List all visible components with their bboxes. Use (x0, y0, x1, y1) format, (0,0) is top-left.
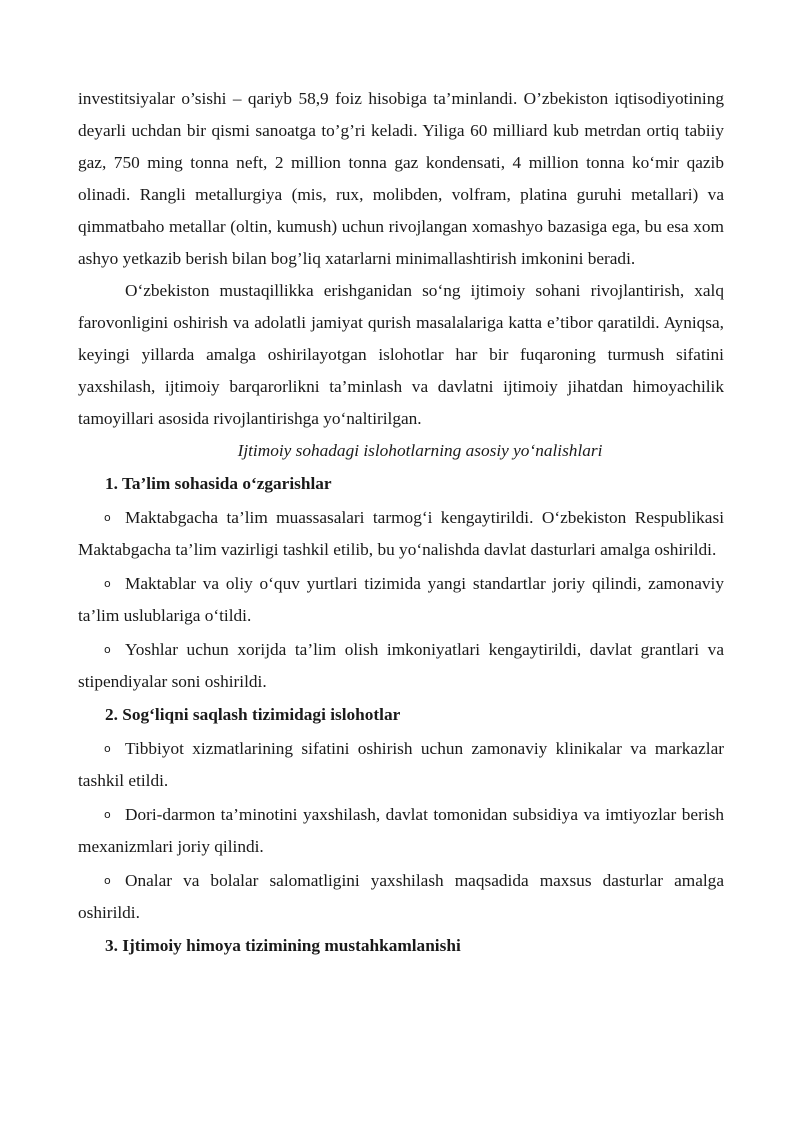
bullet-marker: o (104, 643, 111, 656)
list-item: o Yoshlar uchun xorijda ta’lim olish imkoniyatlari kengaytirildi, davlat grantlari va stipendiyalar soni oshirildi. (78, 634, 724, 698)
bullet-marker: o (104, 742, 111, 755)
bullet-marker: o (104, 808, 111, 821)
heading-social-protection: 3. Ijtimoiy himoya tizimining mustahkamlanishi (105, 936, 461, 955)
section-caption: Ijtimoiy sohadagi islohotlarning asosiy yo‘nalishlari (237, 441, 603, 460)
paragraph-industry: investitsiyalar o’sishi – qariyb 58,9 foiz hisobiga ta’minlandi. O’zbekiston iqtisodiyotining deyarli uchdan bir qismi sanoatga to’g’ri keladi. Yiliga 60 milliard kub metrdan ortiq tabiiy gaz, 750 ming tonna neft, 2 million tonna gaz kondensati, 4 million tonna ko‘mir qazib olinadi. Rangli metallurgiya (mis, rux, molibden, volfram, platina guruhi metallari) va qimmatbaho metallar (oltin, kumush) uchun rivojlangan xomashyo bazasiga ega, bu esa xom ashyo yetkazib berish bilan bog’liq xatarlarni minimallashtirish imkonini beradi. (78, 89, 724, 268)
list-item: o Maktablar va oliy o‘quv yurtlari tizimida yangi standartlar joriy qilindi, zamonaviy ta’lim uslublariga o‘tildi. (78, 568, 724, 632)
list-item: o Maktabgacha ta’lim muassasalari tarmog‘i kengaytirildi. O‘zbekiston Respublikasi Maktabgacha ta’lim vazirligi tashkil etilib, bu yo‘nalishda davlat dasturlari amalga oshirildi. (78, 502, 724, 566)
list-item: o Dori-darmon ta’minotini yaxshilash, davlat tomonidan subsidiya va imtiyozlar berish mexanizmlari joriy qilindi. (78, 799, 724, 863)
heading-healthcare: 2. Sog‘liqni saqlash tizimidagi islohotlar (105, 705, 401, 724)
bullet-marker: o (104, 577, 111, 590)
list-item: o Tibbiyot xizmatlarining sifatini oshirish uchun zamonaviy klinikalar va markazlar tashkil etildi. (78, 733, 724, 797)
heading-education: 1. Ta’lim sohasida o‘zgarishlar (105, 474, 332, 493)
paragraph-social-policy: O‘zbekiston mustaqillikka erishganidan so‘ng ijtimoiy sohani rivojlantirish, xalq farovonligini oshirish va adolatli jamiyat qurish masalalariga katta e’tibor qaratildi. Ayniqsa, keyingi yillarda amalga oshirilayotgan islohotlar har bir fuqaroning turmush sifatini yaxshilash, ijtimoiy barqarorlikni ta’minlash va davlatni ijtimoiy jihatdan himoyachilik tamoyillari asosida rivojlantirishga yo‘naltirilgan. (78, 281, 724, 428)
bullet-marker: o (104, 874, 111, 887)
list-item: o Onalar va bolalar salomatligini yaxshilash maqsadida maxsus dasturlar amalga oshirildi. (78, 865, 724, 929)
bullet-marker: o (104, 511, 111, 524)
